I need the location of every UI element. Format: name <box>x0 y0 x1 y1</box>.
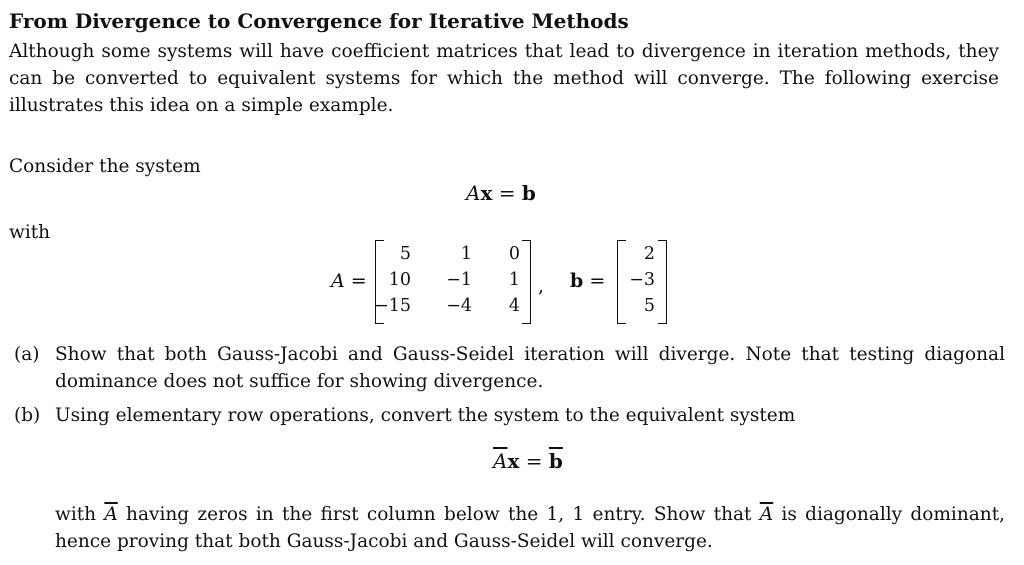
matrix-a-equals: = <box>344 270 367 292</box>
matrix-cell: −1 <box>446 270 472 290</box>
equation-matrix-symbol: A <box>466 181 481 205</box>
part-b-text <box>55 402 1005 429</box>
matrix-a-label <box>331 270 367 292</box>
vector-cell: 5 <box>643 296 655 316</box>
vector-b <box>617 240 667 324</box>
intro-paragraph <box>9 38 999 119</box>
part-b-text-continued <box>55 501 1005 555</box>
equation-x-vector: x <box>480 181 493 205</box>
part-a-line: Show that both Gauss-Jacobi and Gauss-Seidel iteration will diverge. Note that testing diagonal <box>55 344 1005 365</box>
vector-cell: 2 <box>643 244 655 264</box>
part-b-line: hence proving that both Gauss-Jacobi and Gauss-Seidel will converge. <box>55 531 713 552</box>
system-equation <box>466 181 536 205</box>
equivalent-system-equation <box>493 449 563 473</box>
abar-symbol: $\overline{A}$ <box>104 504 118 525</box>
section-title: From Divergence to Convergence for Iterative Methods <box>9 9 629 33</box>
equation-bbar-vector: $\overline{b}$ <box>548 449 563 473</box>
intro-line: illustrates this idea on a simple example. <box>9 95 394 116</box>
vector-cell: −3 <box>629 270 655 290</box>
matrix-cell: 0 <box>508 244 520 264</box>
with-text: with <box>9 222 51 243</box>
matrix-cell: −4 <box>446 296 472 316</box>
part-b-text-fragment: with <box>55 504 105 525</box>
matrix-cell: 1 <box>508 270 520 290</box>
right-bracket <box>658 240 667 324</box>
matrix-cell: 10 <box>388 270 411 290</box>
intro-line: Although some systems will have coefficient matrices that lead to divergence in iteration methods, they <box>9 41 999 62</box>
part-b-line: Using elementary row operations, convert the system to the equivalent system <box>55 405 796 426</box>
equation-equals: = <box>519 449 549 473</box>
vector-b-symbol: b <box>570 270 584 292</box>
matrix-cell: 4 <box>508 296 520 316</box>
part-b-text-fragment: is diagonally dominant, <box>773 504 1006 525</box>
intro-line: can be converted to equivalent systems for which the method will converge. The following exercise <box>9 68 999 89</box>
vector-b-equals: = <box>583 270 606 292</box>
matrix-cell: 1 <box>460 244 472 264</box>
part-a-marker: (a) <box>14 344 40 365</box>
matrix-cell: −15 <box>374 296 411 316</box>
consider-text: Consider the system <box>9 156 201 177</box>
equation-equals: = <box>492 181 522 205</box>
right-bracket <box>522 240 531 324</box>
equation-b-vector: b <box>521 181 536 205</box>
separator-comma: , <box>538 275 545 297</box>
part-a-text <box>55 341 1005 395</box>
part-a-line: dominance does not suffice for showing divergence. <box>55 371 544 392</box>
part-b-marker: (b) <box>14 405 41 426</box>
matrix-cell: 5 <box>399 244 411 264</box>
vector-b-label <box>570 270 605 292</box>
abar-symbol: $\overline{A}$ <box>759 504 774 525</box>
matrix-a-symbol: A <box>331 270 345 292</box>
matrix-a <box>375 240 531 324</box>
equation-x-vector: x <box>507 449 520 473</box>
equation-abar-symbol: $\overline{A}$ <box>493 449 508 473</box>
part-b-text-fragment: having zeros in the first column below the 1, 1 entry. Show that <box>117 504 760 525</box>
part-b-line <box>55 501 1005 528</box>
